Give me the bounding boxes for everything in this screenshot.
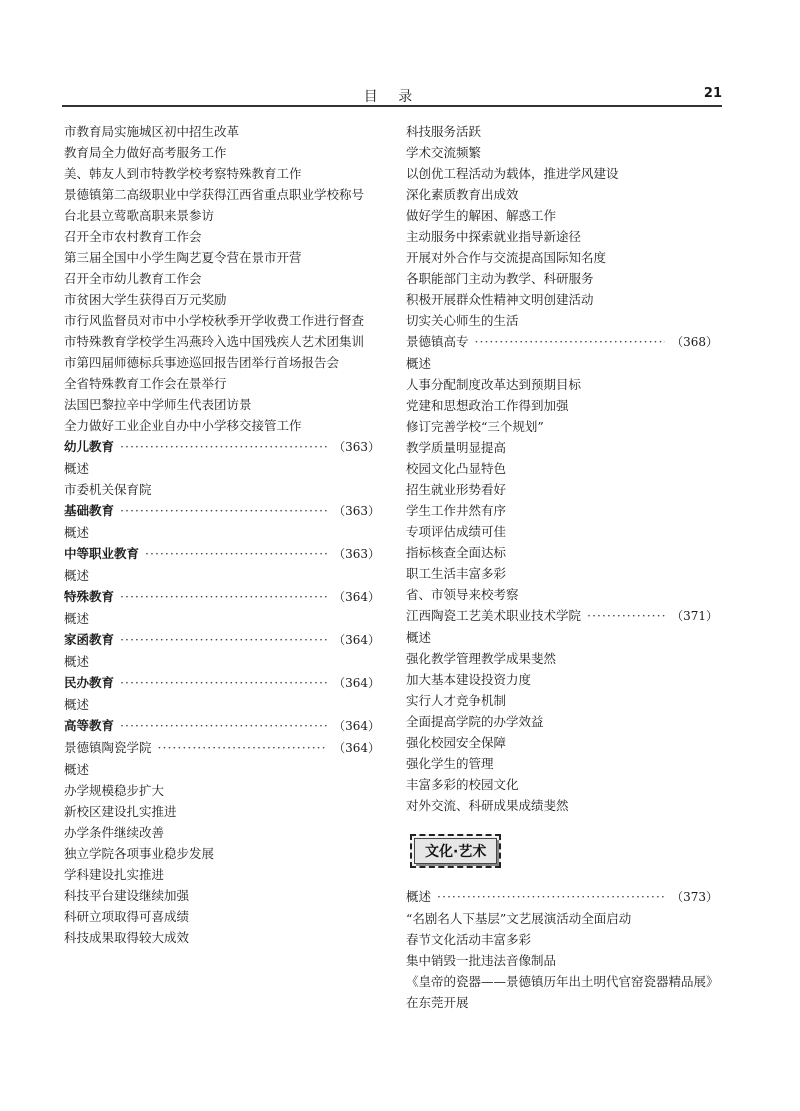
toc-entry[interactable]: 实行人才竞争机制 bbox=[406, 693, 507, 708]
toc-entry-title: 幼儿教育 bbox=[64, 439, 115, 454]
toc-entry-title: 景德镇陶瓷学院 bbox=[64, 740, 152, 755]
toc-page-number: （364） bbox=[333, 676, 380, 690]
toc-entry[interactable]: 积极开展群众性精神文明创建活动 bbox=[406, 292, 594, 307]
toc-entry[interactable]: 省、市领导来校考察 bbox=[406, 587, 519, 602]
toc-entry[interactable]: 全面提高学院的办学效益 bbox=[406, 714, 544, 729]
toc-page-number: （368） bbox=[671, 335, 718, 349]
toc-right-column bbox=[406, 121, 718, 1013]
toc-entry[interactable]: 以创优工程活动为载体，推进学风建设 bbox=[406, 166, 619, 181]
toc-leader-dots bbox=[120, 586, 327, 607]
toc-entry-title: 高等教育 bbox=[64, 718, 115, 733]
toc-entry-title: 中等职业教育 bbox=[64, 546, 140, 561]
toc-entry[interactable]: 概述 bbox=[64, 525, 90, 540]
toc-entry[interactable]: 招生就业形势看好 bbox=[406, 482, 507, 497]
section-badge-label: 文化·艺术 bbox=[414, 838, 497, 864]
toc-section-entry[interactable] bbox=[64, 672, 380, 694]
toc-entry[interactable]: 召开全市幼儿教育工作会 bbox=[64, 271, 202, 286]
toc-entry[interactable]: 教育局全力做好高考服务工作 bbox=[64, 145, 227, 160]
toc-right-bottom bbox=[406, 886, 718, 1013]
toc-entry[interactable]: 概述 bbox=[64, 654, 90, 669]
toc-left-column bbox=[64, 121, 380, 948]
toc-entry[interactable]: 市教育局实施城区初中招生改革 bbox=[64, 124, 240, 139]
toc-entry[interactable]: 概述 bbox=[406, 630, 432, 645]
toc-leader-dots bbox=[158, 737, 328, 758]
toc-section-entry[interactable] bbox=[64, 629, 380, 651]
toc-page-number: （364） bbox=[333, 590, 380, 604]
toc-entry-title: 民办教育 bbox=[64, 675, 115, 690]
page-number: 21 bbox=[703, 86, 722, 101]
badge-spacer bbox=[406, 876, 718, 886]
toc-entry[interactable]: 市委机关保育院 bbox=[64, 482, 152, 497]
toc-leader-dots bbox=[437, 886, 665, 907]
toc-entry-title: 基础教育 bbox=[64, 503, 115, 518]
toc-leader-dots bbox=[587, 605, 665, 626]
toc-leader-dots bbox=[120, 672, 327, 693]
toc-entry[interactable]: 独立学院各项事业稳步发展 bbox=[64, 846, 215, 861]
toc-page-number: （363） bbox=[333, 440, 380, 454]
toc-page-number: （371） bbox=[671, 609, 718, 623]
toc-entry[interactable]: 做好学生的解困、解惑工作 bbox=[406, 208, 557, 223]
toc-section-entry[interactable] bbox=[406, 605, 718, 627]
toc-entry[interactable]: 学生工作井然有序 bbox=[406, 503, 507, 518]
toc-entry-title: 景德镇高专 bbox=[406, 334, 469, 349]
toc-entry[interactable]: 办学条件继续改善 bbox=[64, 825, 165, 840]
toc-entry[interactable]: “名剧名人下基层”文艺展演活动全面启动 bbox=[406, 911, 632, 926]
toc-entry[interactable]: 春节文化活动丰富多彩 bbox=[406, 932, 532, 947]
toc-entry[interactable]: 对外交流、科研成果成绩斐然 bbox=[406, 798, 569, 813]
toc-section-entry[interactable] bbox=[64, 500, 380, 522]
toc-entry[interactable]: 教学质量明显提高 bbox=[406, 440, 507, 455]
toc-entry[interactable]: 全力做好工业企业自办中小学移交接管工作 bbox=[64, 418, 302, 433]
toc-leader-dots bbox=[145, 543, 327, 564]
toc-section-entry[interactable] bbox=[64, 586, 380, 608]
toc-entry-title: 江西陶瓷工艺美术职业技术学院 bbox=[406, 608, 582, 623]
toc-entry[interactable]: 党建和思想政治工作得到加强 bbox=[406, 398, 569, 413]
toc-entry[interactable]: 美、韩友人到市特教学校考察特殊教育工作 bbox=[64, 166, 302, 181]
toc-page-number: （364） bbox=[333, 719, 380, 733]
toc-section-entry[interactable] bbox=[64, 715, 380, 737]
toc-leader-dots bbox=[120, 500, 327, 521]
section-badge bbox=[410, 834, 501, 868]
toc-entry[interactable]: 市贫困大学生获得百万元奖励 bbox=[64, 292, 227, 307]
toc-entry[interactable]: 指标核查全面达标 bbox=[406, 545, 507, 560]
toc-entry[interactable]: 科研立项取得可喜成绩 bbox=[64, 909, 190, 924]
toc-entry[interactable]: 办学规模稳步扩大 bbox=[64, 783, 165, 798]
toc-entry[interactable]: 校园文化凸显特色 bbox=[406, 461, 507, 476]
toc-entry[interactable]: 全省特殊教育工作会在景举行 bbox=[64, 376, 227, 391]
toc-leader-dots bbox=[120, 629, 327, 650]
section-badge-area bbox=[406, 816, 718, 876]
page-header bbox=[62, 86, 722, 104]
toc-entry[interactable]: 职工生活丰富多彩 bbox=[406, 566, 507, 581]
toc-entry[interactable]: 概述 bbox=[64, 762, 90, 777]
toc-entry-title: 家函教育 bbox=[64, 632, 115, 647]
toc-entry[interactable]: 概述 bbox=[64, 611, 90, 626]
toc-entry[interactable]: 集中销毁一批违法音像制品 bbox=[406, 953, 557, 968]
toc-leader-dots bbox=[120, 436, 327, 457]
toc-entry[interactable]: 市特殊教育学校学生冯燕玲入选中国残疾人艺术团集训 bbox=[64, 334, 365, 349]
toc-entry[interactable]: 强化校园安全保障 bbox=[406, 735, 507, 750]
toc-entry[interactable]: 各职能部门主动为教学、科研服务 bbox=[406, 271, 594, 286]
toc-entry[interactable]: 新校区建设扎实推进 bbox=[64, 804, 177, 819]
toc-entry[interactable]: 切实关心师生的生活 bbox=[406, 313, 519, 328]
toc-section-entry[interactable] bbox=[406, 331, 718, 353]
toc-page-number: （364） bbox=[333, 741, 380, 755]
toc-entry[interactable]: 开展对外合作与交流提高国际知名度 bbox=[406, 250, 607, 265]
toc-page-number: （373） bbox=[671, 890, 718, 904]
toc-entry[interactable]: 学科建设扎实推进 bbox=[64, 867, 165, 882]
toc-entry-title: 特殊教育 bbox=[64, 589, 115, 604]
toc-entry[interactable]: 概述 bbox=[64, 697, 90, 712]
toc-entry[interactable]: 第三届全国中小学生陶艺夏令营在景市开营 bbox=[64, 250, 302, 265]
toc-page-number: （364） bbox=[333, 633, 380, 647]
toc-leader-dots bbox=[475, 331, 666, 352]
toc-entry[interactable]: 专项评估成绩可佳 bbox=[406, 524, 507, 539]
toc-entry[interactable]: 概述 bbox=[64, 461, 90, 476]
toc-page-number: （363） bbox=[333, 547, 380, 561]
toc-entry[interactable]: 法国巴黎拉辛中学师生代表团访景 bbox=[64, 397, 252, 412]
toc-entry[interactable]: 景德镇第二高级职业中学获得江西省重点职业学校称号 bbox=[64, 187, 365, 202]
toc-section-entry[interactable] bbox=[406, 886, 718, 908]
toc-right-top bbox=[406, 121, 718, 816]
toc-entry[interactable]: 主动服务中探索就业指导新途径 bbox=[406, 229, 582, 244]
toc-entry[interactable]: 强化教学管理教学成果斐然 bbox=[406, 651, 557, 666]
toc-entry[interactable]: 深化素质教育出成效 bbox=[406, 187, 519, 202]
toc-entry[interactable]: 人事分配制度改革达到预期目标 bbox=[406, 377, 582, 392]
toc-section-entry[interactable] bbox=[64, 543, 380, 565]
toc-page-number: （363） bbox=[333, 504, 380, 518]
toc-entry[interactable]: 台北县立莺歌高职来景参访 bbox=[64, 208, 215, 223]
toc-entry[interactable]: 科技成果取得较大成效 bbox=[64, 930, 190, 945]
toc-leader-dots bbox=[120, 715, 327, 736]
toc-entry-title: 概述 bbox=[406, 889, 432, 904]
toc-section-entry[interactable] bbox=[64, 737, 380, 759]
toc-entry[interactable]: 修订完善学校“三个规划” bbox=[406, 419, 544, 434]
toc-entry[interactable]: 加大基本建设投资力度 bbox=[406, 672, 532, 687]
header-title: 目 录 bbox=[363, 89, 421, 105]
toc-entry[interactable]: 召开全市农村教育工作会 bbox=[64, 229, 202, 244]
toc-entry[interactable]: 科技平台建设继续加强 bbox=[64, 888, 190, 903]
toc-section-entry[interactable] bbox=[64, 436, 380, 458]
toc-entry[interactable]: 《皇帝的瓷器——景德镇历年出土明代官窑瓷器精品展》在东莞开展 bbox=[406, 974, 713, 1010]
toc-entry[interactable]: 学术交流频繁 bbox=[406, 145, 482, 160]
toc-entry[interactable]: 概述 bbox=[64, 568, 90, 583]
toc-entry[interactable]: 市行风监督员对市中小学校秋季开学收费工作进行督查 bbox=[64, 313, 365, 328]
toc-entry[interactable]: 概述 bbox=[406, 356, 432, 371]
header-rule bbox=[62, 105, 722, 107]
toc-entry[interactable]: 强化学生的管理 bbox=[406, 756, 494, 771]
toc-entry[interactable]: 丰富多彩的校园文化 bbox=[406, 777, 519, 792]
toc-entry[interactable]: 市第四届师德标兵事迹巡回报告团举行首场报告会 bbox=[64, 355, 340, 370]
toc-entry[interactable]: 科技服务活跃 bbox=[406, 124, 482, 139]
